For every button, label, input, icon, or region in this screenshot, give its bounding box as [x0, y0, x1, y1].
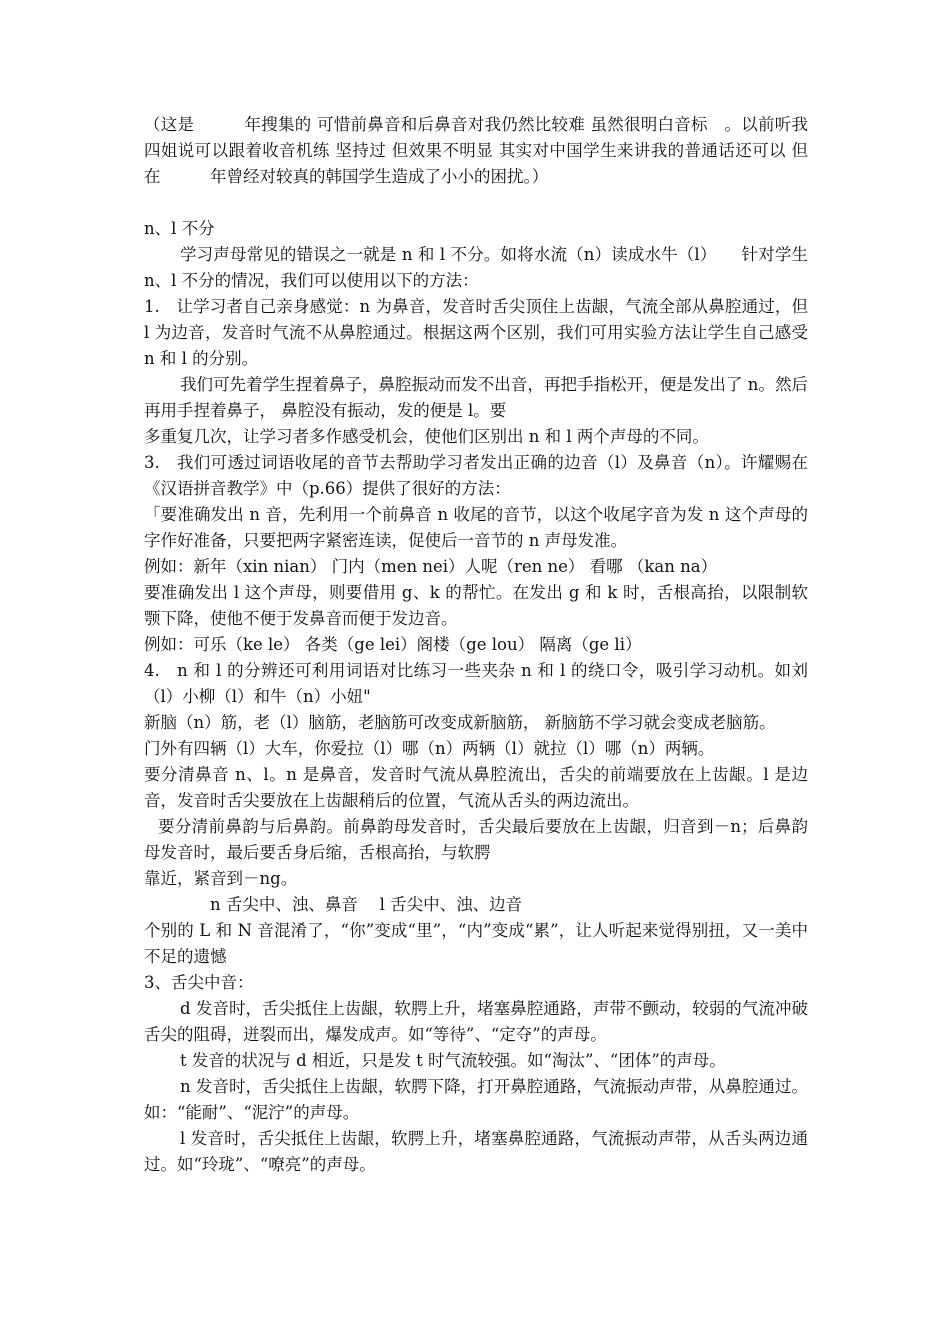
paragraph-ng: 靠近，紧音到－ng。: [144, 869, 298, 888]
paragraph-pinch-nose: 我们可先着学生捏着鼻子，鼻腔振动而发不出音，再把手指松开，便是发出了 n。然后再用手捏着鼻子， 鼻腔没有振动，发的便是 l。要: [144, 375, 808, 420]
paragraph-l-examples: 例如：可乐（ke le） 各类（ge lei）阁楼（ge lou） 隔离（ge li）: [144, 635, 642, 654]
blank-line: [144, 190, 808, 216]
paragraph-l-sound: 要准确发出 l 这个声母，则要借用 g、k 的帮忙。在发出 g 和 k 时，舌根高抬，以限制软颚下降，使他不便于发鼻音而便于发边音。: [144, 583, 808, 628]
paragraph-common-error: 学习声母常见的错误之一就是 n 和 l 不分。如将水流（n）读成水牛（l） 针对学生 n、l 不分的情况，我们可以使用以下的方法：: [144, 245, 808, 290]
paragraph-n-l-features: n 舌尖中、浊、鼻音 l 舌尖中、浊、边音: [210, 895, 523, 914]
paragraph-distinguish-n-l: 要分清鼻音 n、l。n 是鼻音，发音时气流从鼻腔流出，舌尖的前端要放在上齿龈。l 是边音，发音时舌尖要放在上齿龈稍后的位置，气流从舌头的两边流出。: [144, 765, 808, 810]
paragraph-tongue-twister-1: 新脑（n）筋，老（l）脑筋，老脑筋可改变成新脑筋， 新脑筋不学习就会变成老脑筋。: [144, 713, 776, 732]
paragraph-method-1: 1. 让学习者自己亲身感觉：n 为鼻音，发音时舌尖顶住上齿龈，气流全部从鼻腔通过，但 l 为边音，发音时气流不从鼻腔通过。根据这两个区别，我们可用实验方法让学生自己感受 n 和 l 的分别。: [144, 297, 808, 368]
paragraph-confusion: 个别的 L 和 N 音混淆了，“你”变成“里”，“内”变成“累”，让人听起来觉得别扭，又一美中不足的遗憾: [144, 921, 808, 966]
section-heading-alveolar: 3、舌尖中音：: [144, 973, 254, 992]
paragraph-repeat: 多重复几次，让学习者多作感受机会，使他们区别出 n 和 l 两个声母的不同。: [144, 427, 709, 446]
paragraph-t: t 发音的状况与 d 相近，只是发 t 时气流较强。如“淘汰”、“团体”的声母。: [180, 1051, 726, 1070]
paragraph-n-examples: 例如：新年（xin nian） 门内（men nei）人呢（ren ne） 看哪 （kan na）: [144, 557, 718, 576]
paragraph-n: n 发音时，舌尖抵住上齿龈，软腭下降，打开鼻腔通路，气流振动声带，从鼻腔通过。如：“能耐”、“泥泞”的声母。: [144, 1077, 808, 1122]
paragraph-method-3: 3. 我们可透过词语收尾的音节去帮助学习者发出正确的边音（l）及鼻音（n）。许耀赐在《汉语拼音教学》中（p.66）提供了很好的方法：: [144, 453, 808, 498]
document-page: [144, 112, 808, 1178]
paragraph-d: d 发音时，舌尖抵住上齿龈，软腭上升，堵塞鼻腔通路，声带不颤动，较弱的气流冲破舌尖的阻碍，迸裂而出，爆发成声。如“等待”、“定夺”的声母。: [144, 999, 808, 1044]
paragraph-method-4: 4. n 和 l 的分辨还可利用词语对比练习一些夹杂 n 和 l 的绕口令，吸引学习动机。如刘（l）小柳（l）和牛（n）小妞": [144, 661, 808, 706]
paragraph-n-sound: 「要准确发出 n 音，先利用一个前鼻音 n 收尾的音节，以这个收尾字音为发 n 这个声母的字作好准备，只要把两字紧密连读，促使后一音节的 n 声母发准。: [144, 505, 808, 550]
paragraph-l: l 发音时，舌尖抵住上齿龈，软腭上升，堵塞鼻腔通路，气流振动声带，从舌头两边通过。如“玲珑”、“嘹亮”的声母。: [144, 1129, 808, 1174]
paragraph-tongue-twister-2: 门外有四辆（l）大车，你爱拉（l）哪（n）两辆（l）就拉（l）哪（n）两辆。: [144, 739, 715, 758]
paragraph-nasal-finals: 要分清前鼻韵与后鼻韵。前鼻韵母发音时，舌尖最后要放在上齿龈，归音到－n；后鼻韵母发音时，最后要舌身后缩，舌根高抬，与软腭: [144, 817, 808, 862]
intro-paragraph: （这是 年搜集的 可惜前鼻音和后鼻音对我仍然比较难 虽然很明白音标 。以前听我四姐说可以跟着收音机练 坚持过 但效果不明显 其实对中国学生来讲我的普通话还可以 但在 年曾经对较真的韩国学生造成了小小的困扰。）: [144, 115, 808, 186]
section-heading-n-l: n、l 不分: [144, 219, 215, 238]
